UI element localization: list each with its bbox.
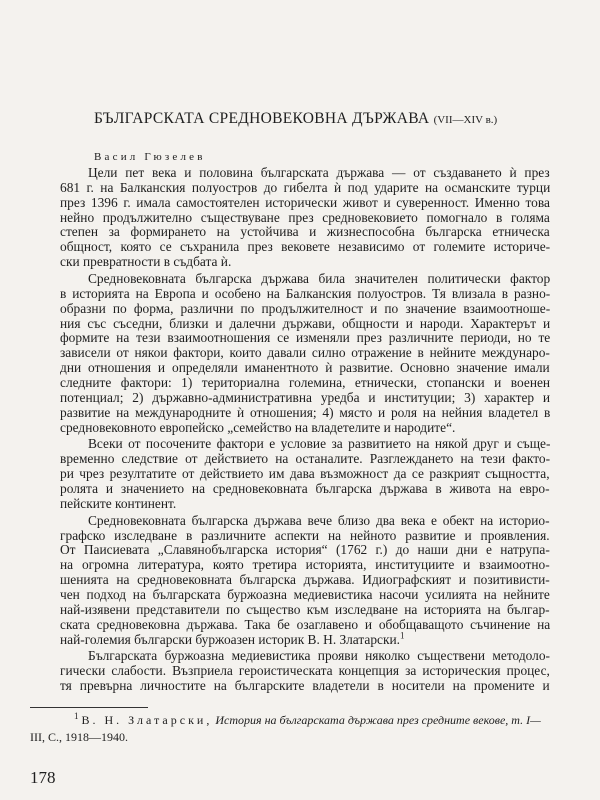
footnote-number: 1	[74, 711, 79, 721]
text-line: средновековното европейско „семейство на владетелите и народите“.	[60, 419, 456, 435]
article-author: Васил Гюзелев	[94, 151, 206, 163]
article-title-main: БЪЛГАРСКАТА СРЕДНОВЕКОВНА ДЪРЖАВА	[94, 110, 430, 127]
text-line: формите на тези взаимоотношения се изменяли през различните периоди, но те	[60, 330, 551, 346]
text-line: нейно продължително съществуване през средновековието помогнало в голяма	[60, 209, 550, 225]
text-line: пейските континент.	[60, 495, 177, 511]
footnote-line-2: III, С., 1918—1940.	[30, 730, 128, 744]
text-line: през 1396 г. имала самостоятелен исторически живот и суверенност. Именно това	[60, 194, 550, 210]
text-line: временно следствие от действието на останалите. Разглеждането на тези факто-	[60, 451, 551, 467]
text-line: Средновековната българска държава била значителен политически фактор	[88, 271, 551, 286]
text-line: Цели пет века и половина българската държава — от създаването ѝ през	[88, 165, 550, 180]
text-line: ролята и значението на средновековната българска държава в живота на евро-	[60, 481, 550, 496]
article-title-period: (VII—XIV в.)	[433, 114, 498, 126]
text-line: Средновековната българска държава вече близо два века е обект на историо-	[88, 512, 550, 528]
text-line: образни по форма, различни по продължителност и по значение взаимоотноше-	[60, 300, 551, 316]
article-title	[94, 110, 564, 128]
text-line: тя превърна личностите на българските владетели в носители на промените и	[60, 678, 550, 694]
footnote-line-1	[74, 713, 541, 728]
text-line: на огромна литература, която третира историята, институциите и взаимоотно-	[60, 557, 550, 573]
text-line: развитие на международните ѝ отношения; 4) място и роля на нейния владетел в	[60, 404, 551, 420]
text-line: гически слабости. Възприела героистическата концепция за историческия процес,	[60, 663, 550, 679]
text-line: 681 г. на Балканския полуостров до гибелта ѝ под ударите на османските турци	[60, 179, 551, 195]
text-line: общност, която се съхранила през вековете независимо от големите историче-	[60, 239, 551, 255]
text-line: следните фактори: 1) териториална големина, етнически, стопански и военен	[60, 375, 551, 390]
text-line: Всеки от посочените фактори е условие за развитието на някой друг и съще-	[88, 436, 551, 452]
footnote-reference: 1	[399, 630, 405, 641]
text-line: От Паисиевата „Славянобългарска история“ (1762 г.) до наши дни е натрупа-	[60, 542, 550, 558]
text-line: ри чрез резултатите от действието им дава възможност да се разкрият същността,	[60, 466, 550, 482]
text-line: Българската буржоазна медиевистика прояви няколко съществени методоло-	[88, 648, 550, 664]
text-line: в историята на Европа и особено на Балканския полуостров. Тя влизала в разно-	[60, 285, 551, 301]
text-line: дни отношения и определяли иманентното ѝ развитие. Основно значение имали	[60, 360, 550, 376]
text-line: ния със съседни, близки и далечни държави, общности и народи. Характерът и	[60, 315, 551, 331]
text-line: шенията на средновековната българска държава. Идиографският и позитивисти-	[60, 572, 550, 588]
footnote-title: История на българската държава през средните векове, т. I—	[212, 713, 541, 727]
footnote-author: В. Н. Златарски,	[81, 713, 213, 727]
text-line: зависели от някои фактори, които давали силно отражение в нейните междунаро-	[60, 345, 550, 361]
text-line: графско изследване в различните аспекти на нейното развитие и проявления.	[60, 527, 550, 543]
text-line: най-големия български буржоазен историк В. Н. Златарски.$^1$	[60, 630, 405, 647]
text-line: най-изявени представители по същество към изследване на историята на българ-	[60, 601, 550, 617]
footnote-divider	[30, 707, 148, 708]
text-line: потенциал; 2) държавно-административна уредба и институции; 3) характер и	[60, 389, 551, 405]
text-line: чен подход на българската буржоазна медиевистика насочи усилията на нейните	[60, 587, 550, 602]
page-number: 178	[30, 768, 56, 787]
text-line: ски превратности в съдбата ѝ.	[60, 254, 232, 270]
text-line: степен за формирането на устойчива и жизнеспособна българска етническа	[60, 224, 550, 240]
text-line: ската средновековна държава. Така бе озаглавено и обобщаващото съчинение на	[60, 616, 551, 632]
